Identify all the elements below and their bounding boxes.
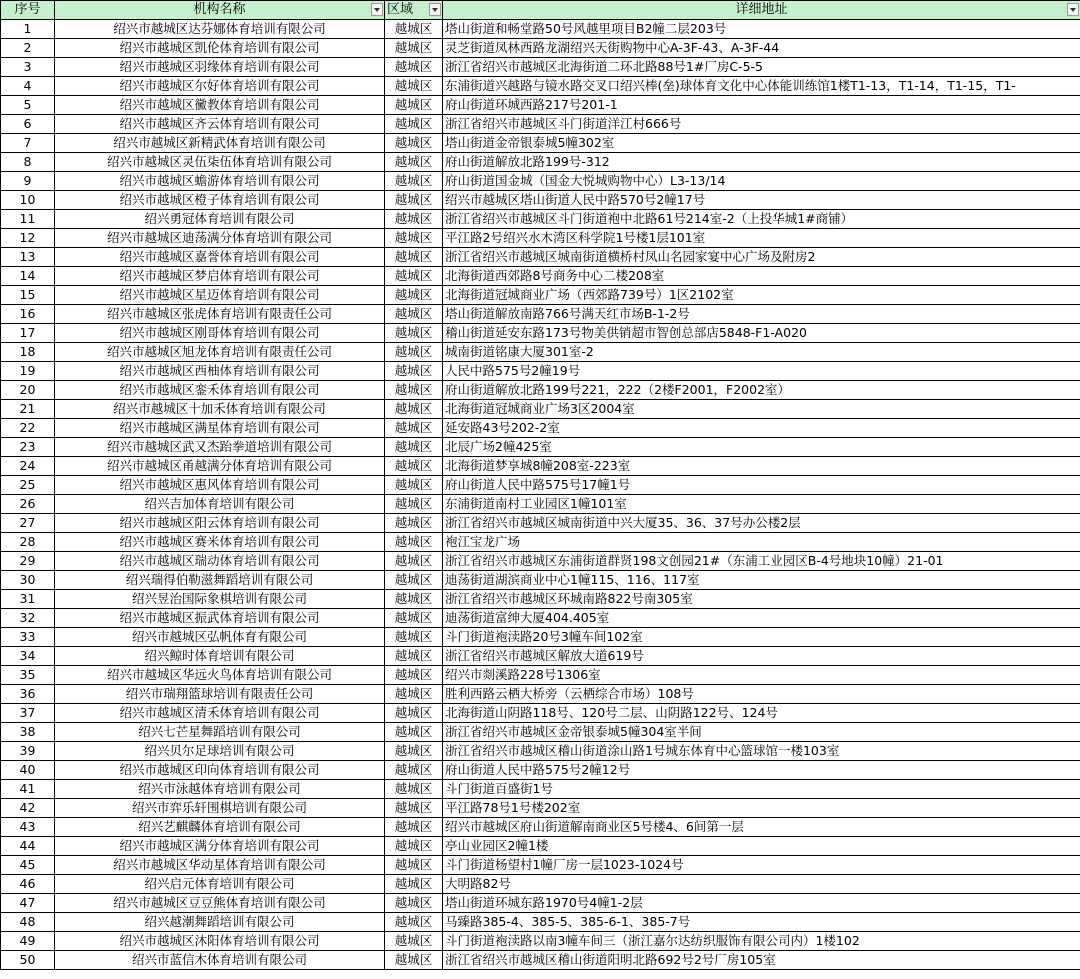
cell-address[interactable]: 人民中路575号2幢19号 <box>443 362 1080 381</box>
cell-area[interactable]: 越城区 <box>385 875 443 894</box>
cell-org-name[interactable]: 绍兴市越城区武又杰跆拳道培训有限公司 <box>55 438 385 457</box>
cell-address[interactable]: 浙江省绍兴市越城区金帝银泰城5幢304室半间 <box>443 723 1080 742</box>
cell-area[interactable]: 越城区 <box>385 780 443 799</box>
table-body <box>1 20 1080 970</box>
cell-org-name[interactable]: 绍兴市越城区振武体育培训有限公司 <box>55 609 385 628</box>
cell-org-name[interactable]: 绍兴勇冠体育培训有限公司 <box>55 210 385 229</box>
cell-org-name[interactable]: 绍兴市越城区豆豆熊体育培训有限公司 <box>55 894 385 913</box>
cell-index[interactable]: 20 <box>1 381 55 400</box>
table-row <box>1 761 1080 780</box>
cell-index[interactable]: 4 <box>1 77 55 96</box>
chevron-down-icon[interactable] <box>429 3 441 16</box>
table-row <box>1 609 1080 628</box>
cell-org-name[interactable]: 绍兴市越城区达芬娜体育培训有限公司 <box>55 20 385 39</box>
cell-area[interactable]: 越城区 <box>385 172 443 191</box>
cell-index[interactable]: 39 <box>1 742 55 761</box>
cell-area[interactable]: 越城区 <box>385 609 443 628</box>
header-label: 序号 <box>14 2 41 17</box>
cell-index[interactable]: 8 <box>1 153 55 172</box>
cell-org-name[interactable]: 绍兴市越城区华远火鸟体育培训有限公司 <box>55 666 385 685</box>
header-row <box>1 1 1080 20</box>
cell-address[interactable]: 斗门街道杨望村1幢厂房一层1023-1024号 <box>443 856 1080 875</box>
cell-area[interactable]: 越城区 <box>385 381 443 400</box>
cell-index[interactable]: 44 <box>1 837 55 856</box>
table-row <box>1 590 1080 609</box>
cell-address[interactable]: 北辰广场2幢425室 <box>443 438 1080 457</box>
table-row <box>1 457 1080 476</box>
cell-org-name[interactable]: 绍兴市越城区羽缘体育培训有限公司 <box>55 58 385 77</box>
table-row <box>1 172 1080 191</box>
cell-address[interactable]: 东浦街道南村工业园区1幢101室 <box>443 495 1080 514</box>
cell-org-name[interactable]: 绍兴市越城区满分体育培训有限公司 <box>55 837 385 856</box>
cell-org-name[interactable]: 绍兴市越城区尔好体育培训有限公司 <box>55 77 385 96</box>
cell-org-name[interactable]: 绍兴市越城区迪荡满分体育培训有限公司 <box>55 229 385 248</box>
cell-index[interactable]: 33 <box>1 628 55 647</box>
cell-org-name[interactable]: 绍兴市越城区梦启体育培训有限公司 <box>55 267 385 286</box>
cell-area[interactable]: 越城区 <box>385 837 443 856</box>
cell-index[interactable]: 5 <box>1 96 55 115</box>
cell-org-name[interactable]: 绍兴市越城区印向体育培训有限公司 <box>55 761 385 780</box>
cell-index[interactable]: 28 <box>1 533 55 552</box>
cell-area[interactable]: 越城区 <box>385 514 443 533</box>
cell-address[interactable]: 大明路82号 <box>443 875 1080 894</box>
cell-address[interactable]: 浙江省绍兴市越城区城南街道横桥村凤山名园家宴中心广场及附房2 <box>443 248 1080 267</box>
cell-area[interactable]: 越城区 <box>385 419 443 438</box>
cell-index[interactable]: 40 <box>1 761 55 780</box>
cell-index[interactable]: 48 <box>1 913 55 932</box>
cell-address[interactable]: 北海街道西郊路8号商务中心二楼208室 <box>443 267 1080 286</box>
table-row <box>1 894 1080 913</box>
cell-index[interactable]: 42 <box>1 799 55 818</box>
cell-org-name[interactable]: 绍兴市越城区星迈体育培训有限公司 <box>55 286 385 305</box>
table-row <box>1 742 1080 761</box>
table-row <box>1 723 1080 742</box>
cell-address[interactable]: 迪荡街道湖滨商业中心1幢115、116、117室 <box>443 571 1080 590</box>
cell-address[interactable]: 斗门街道袍渎路以南3幢车间三（浙江嘉尔达纺织服饰有限公司内）1楼102 <box>443 932 1080 951</box>
table-row <box>1 324 1080 343</box>
cell-address[interactable]: 迪荡街道富绅大厦404.405室 <box>443 609 1080 628</box>
cell-area[interactable]: 越城区 <box>385 913 443 932</box>
table-row <box>1 780 1080 799</box>
cell-index[interactable]: 12 <box>1 229 55 248</box>
table-row <box>1 210 1080 229</box>
cell-address[interactable]: 塔山街道解放南路766号满天红市场B-1-2号 <box>443 305 1080 324</box>
cell-org-name[interactable]: 绍兴市越城区惠风体育培训有限公司 <box>55 476 385 495</box>
cell-address[interactable]: 浙江省绍兴市越城区斗门街道袍中北路61号214室-2（上投华城1#商铺） <box>443 210 1080 229</box>
cell-index[interactable]: 25 <box>1 476 55 495</box>
cell-index[interactable]: 26 <box>1 495 55 514</box>
cell-index[interactable]: 1 <box>1 20 55 39</box>
cell-area[interactable]: 越城区 <box>385 248 443 267</box>
cell-index[interactable]: 16 <box>1 305 55 324</box>
table-row <box>1 229 1080 248</box>
cell-area[interactable]: 越城区 <box>385 495 443 514</box>
table-row <box>1 438 1080 457</box>
cell-index[interactable]: 17 <box>1 324 55 343</box>
cell-index[interactable]: 47 <box>1 894 55 913</box>
cell-org-name[interactable]: 绍兴市蓝信木体育培训有限公司 <box>55 951 385 970</box>
table-row <box>1 571 1080 590</box>
cell-index[interactable]: 29 <box>1 552 55 571</box>
cell-index[interactable]: 30 <box>1 571 55 590</box>
table-row <box>1 362 1080 381</box>
cell-address[interactable]: 府山街道解放北路199号221，222（2楼F2001，F2002室） <box>443 381 1080 400</box>
table-row <box>1 248 1080 267</box>
cell-area[interactable]: 越城区 <box>385 96 443 115</box>
cell-org-name[interactable]: 绍兴鲸时体育培训有限公司 <box>55 647 385 666</box>
table-row <box>1 666 1080 685</box>
header-label: 详细地址 <box>735 2 788 17</box>
cell-address[interactable]: 城南街道铭康大厦301室-2 <box>443 343 1080 362</box>
cell-area[interactable]: 越城区 <box>385 58 443 77</box>
cell-area[interactable]: 越城区 <box>385 571 443 590</box>
table-row <box>1 58 1080 77</box>
cell-org-name[interactable]: 绍兴市泳越体育培训有限公司 <box>55 780 385 799</box>
cell-address[interactable]: 浙江省绍兴市越城区解放大道619号 <box>443 647 1080 666</box>
cell-address[interactable]: 府山街道国金城（国金大悦城购物中心）L3-13/14 <box>443 172 1080 191</box>
cell-org-name[interactable]: 绍兴市越城区张虎体育培训有限责任公司 <box>55 305 385 324</box>
cell-index[interactable]: 10 <box>1 191 55 210</box>
cell-area[interactable]: 越城区 <box>385 856 443 875</box>
cell-area[interactable]: 越城区 <box>385 647 443 666</box>
cell-address[interactable]: 塔山街道和畅堂路50号风越里项目B2幢二层203号 <box>443 20 1080 39</box>
cell-address[interactable]: 塔山街道环城东路1970号4幢1-2层 <box>443 894 1080 913</box>
table-row <box>1 267 1080 286</box>
table-row <box>1 704 1080 723</box>
cell-address[interactable]: 北海街道梦享城8幢208室-223室 <box>443 457 1080 476</box>
cell-index[interactable]: 6 <box>1 115 55 134</box>
cell-address[interactable]: 稽山街道延安东路173号物美供销超市智创总部店5848-F1-A020 <box>443 324 1080 343</box>
cell-org-name[interactable]: 绍兴市越城区齐云体育培训有限公司 <box>55 115 385 134</box>
cell-org-name[interactable]: 绍兴艺麒麟体育培训有限公司 <box>55 818 385 837</box>
cell-area[interactable]: 越城区 <box>385 210 443 229</box>
table-row <box>1 96 1080 115</box>
cell-area[interactable]: 越城区 <box>385 552 443 571</box>
cell-org-name[interactable]: 绍兴吉加体育培训有限公司 <box>55 495 385 514</box>
cell-address[interactable]: 东浦街道兴越路与镜水路交叉口绍兴棒(垒)球体育文化中心体能训练馆1楼T1-13，T1-14，T1-15，T1- <box>443 77 1080 96</box>
cell-address[interactable]: 浙江省绍兴市越城区斗门街道洋江村666号 <box>443 115 1080 134</box>
cell-index[interactable]: 34 <box>1 647 55 666</box>
cell-address[interactable]: 袍江宝龙广场 <box>443 533 1080 552</box>
cell-org-name[interactable]: 绍兴启元体育培训有限公司 <box>55 875 385 894</box>
cell-address[interactable]: 灵芝街道凤林西路龙湖绍兴天街购物中心A-3F-43、A-3F-44 <box>443 39 1080 58</box>
cell-index[interactable]: 43 <box>1 818 55 837</box>
table-row <box>1 305 1080 324</box>
cell-org-name[interactable]: 绍兴市越城区十加禾体育培训有限公司 <box>55 400 385 419</box>
table-row <box>1 476 1080 495</box>
cell-address[interactable]: 浙江省绍兴市越城区城南街道中兴大厦35、36、37号办公楼2层 <box>443 514 1080 533</box>
cell-address[interactable]: 平江路2号绍兴水木湾区科学院1号楼1层101室 <box>443 229 1080 248</box>
cell-index[interactable]: 32 <box>1 609 55 628</box>
table-row <box>1 818 1080 837</box>
cell-org-name[interactable]: 绍兴市越城区西柚体育培训有限公司 <box>55 362 385 381</box>
cell-org-name[interactable]: 绍兴市越城区华动星体育培训有限公司 <box>55 856 385 875</box>
table-row <box>1 799 1080 818</box>
cell-org-name[interactable]: 绍兴市瑞翔篮球培训有限责任公司 <box>55 685 385 704</box>
cell-area[interactable]: 越城区 <box>385 39 443 58</box>
header-label: 机构名称 <box>193 2 246 17</box>
cell-address[interactable]: 北海街道山阴路118号、120号二层、山阴路122号、124号 <box>443 704 1080 723</box>
chevron-down-icon[interactable] <box>371 3 383 16</box>
cell-address[interactable]: 马臻路385-4、385-5、385-6-1、385-7号 <box>443 913 1080 932</box>
table-row <box>1 20 1080 39</box>
table-row <box>1 77 1080 96</box>
cell-index[interactable]: 23 <box>1 438 55 457</box>
table-row <box>1 134 1080 153</box>
cell-org-name[interactable]: 绍兴市越城区凯伦体育培训有限公司 <box>55 39 385 58</box>
cell-area[interactable]: 越城区 <box>385 191 443 210</box>
cell-index[interactable]: 36 <box>1 685 55 704</box>
cell-area[interactable]: 越城区 <box>385 704 443 723</box>
cell-address[interactable]: 斗门街道百盛街1号 <box>443 780 1080 799</box>
table-row <box>1 913 1080 932</box>
cell-address[interactable]: 浙江省绍兴市越城区北海街道二环北路88号1#厂房C-5-5 <box>443 58 1080 77</box>
cell-address[interactable]: 浙江省绍兴市越城区稽山街道涂山路1号城东体育中心篮球馆一楼103室 <box>443 742 1080 761</box>
cell-area[interactable]: 越城区 <box>385 590 443 609</box>
table-row <box>1 381 1080 400</box>
table-row <box>1 115 1080 134</box>
cell-area[interactable]: 越城区 <box>385 761 443 780</box>
cell-address[interactable]: 北海街道冠城商业广场3区2004室 <box>443 400 1080 419</box>
cell-area[interactable]: 越城区 <box>385 324 443 343</box>
cell-address[interactable]: 浙江省绍兴市越城区东浦街道群贤198文创园21#（东浦工业园区B-4号地块10幢）21-01 <box>443 552 1080 571</box>
header-cell-name <box>55 1 385 20</box>
cell-org-name[interactable]: 绍兴市越城区橙子体育培训有限公司 <box>55 191 385 210</box>
cell-address[interactable]: 北海街道冠城商业广场（西郊路739号）1区2102室 <box>443 286 1080 305</box>
cell-index[interactable]: 27 <box>1 514 55 533</box>
cell-org-name[interactable]: 绍兴市越城区甬越满分体育培训有限公司 <box>55 457 385 476</box>
cell-org-name[interactable]: 绍兴市越城区新精武体育培训有限公司 <box>55 134 385 153</box>
table-row <box>1 343 1080 362</box>
table-row <box>1 400 1080 419</box>
cell-index[interactable]: 35 <box>1 666 55 685</box>
cell-area[interactable]: 越城区 <box>385 951 443 970</box>
cell-area[interactable]: 越城区 <box>385 628 443 647</box>
cell-area[interactable]: 越城区 <box>385 685 443 704</box>
table-row <box>1 533 1080 552</box>
cell-org-name[interactable]: 绍兴市越城区弘帆体育有限公司 <box>55 628 385 647</box>
cell-index[interactable]: 18 <box>1 343 55 362</box>
cell-org-name[interactable]: 绍兴七芒星舞蹈培训有限公司 <box>55 723 385 742</box>
cell-area[interactable]: 越城区 <box>385 77 443 96</box>
cell-address[interactable]: 府山街道人民中路575号2幢12号 <box>443 761 1080 780</box>
cell-area[interactable]: 越城区 <box>385 742 443 761</box>
cell-area[interactable]: 越城区 <box>385 286 443 305</box>
cell-org-name[interactable]: 绍兴市越城区沐阳体育培训有限公司 <box>55 932 385 951</box>
cell-area[interactable]: 越城区 <box>385 134 443 153</box>
cell-area[interactable]: 越城区 <box>385 818 443 837</box>
cell-area[interactable]: 越城区 <box>385 115 443 134</box>
cell-index[interactable]: 14 <box>1 267 55 286</box>
table-row <box>1 856 1080 875</box>
cell-area[interactable]: 越城区 <box>385 362 443 381</box>
cell-area[interactable]: 越城区 <box>385 723 443 742</box>
cell-org-name[interactable]: 绍兴市越城区黴教体育培训有限公司 <box>55 96 385 115</box>
cell-org-name[interactable]: 绍兴市弈乐轩围棋培训有限公司 <box>55 799 385 818</box>
cell-index[interactable]: 19 <box>1 362 55 381</box>
cell-area[interactable]: 越城区 <box>385 666 443 685</box>
cell-address[interactable]: 塔山街道金帝银泰城5幢302室 <box>443 134 1080 153</box>
cell-area[interactable]: 越城区 <box>385 476 443 495</box>
cell-area[interactable]: 越城区 <box>385 400 443 419</box>
cell-org-name[interactable]: 绍兴市越城区蟾游体育培训有限公司 <box>55 172 385 191</box>
table-row <box>1 191 1080 210</box>
cell-area[interactable]: 越城区 <box>385 229 443 248</box>
cell-index[interactable]: 7 <box>1 134 55 153</box>
cell-index[interactable]: 2 <box>1 39 55 58</box>
cell-index[interactable]: 3 <box>1 58 55 77</box>
cell-index[interactable]: 46 <box>1 875 55 894</box>
cell-address[interactable]: 绍兴市越城区塔山街道人民中路570号2幢17号 <box>443 191 1080 210</box>
cell-org-name[interactable]: 绍兴市越城区嘉誉体育培训有限公司 <box>55 248 385 267</box>
table-row <box>1 932 1080 951</box>
cell-index[interactable]: 37 <box>1 704 55 723</box>
cell-area[interactable]: 越城区 <box>385 533 443 552</box>
table-row <box>1 153 1080 172</box>
cell-address[interactable]: 府山街道人民中路575号17幢1号 <box>443 476 1080 495</box>
table-row <box>1 286 1080 305</box>
cell-area[interactable]: 越城区 <box>385 343 443 362</box>
cell-address[interactable]: 斗门街道袍渎路20号3幢车间102室 <box>443 628 1080 647</box>
cell-index[interactable]: 24 <box>1 457 55 476</box>
cell-index[interactable]: 38 <box>1 723 55 742</box>
cell-org-name[interactable]: 绍兴昱治国际象棋培训有限公司 <box>55 590 385 609</box>
header-label: 区域 <box>387 2 414 17</box>
cell-address[interactable]: 平江路78号1号楼202室 <box>443 799 1080 818</box>
cell-org-name[interactable]: 绍兴越潮舞蹈培训有限公司 <box>55 913 385 932</box>
cell-area[interactable]: 越城区 <box>385 438 443 457</box>
cell-org-name[interactable]: 绍兴市越城区赛米体育培训有限公司 <box>55 533 385 552</box>
cell-org-name[interactable]: 绍兴市越城区銮禾体育培训有限公司 <box>55 381 385 400</box>
table-row <box>1 837 1080 856</box>
table-row <box>1 39 1080 58</box>
table-row <box>1 647 1080 666</box>
cell-index[interactable]: 45 <box>1 856 55 875</box>
header-cell-address <box>443 1 1080 20</box>
cell-address[interactable]: 绍兴市越城区府山街道解南商业区5号楼4、6间第一层 <box>443 818 1080 837</box>
cell-org-name[interactable]: 绍兴贝尔足球培训有限公司 <box>55 742 385 761</box>
cell-index[interactable]: 49 <box>1 932 55 951</box>
table-row <box>1 628 1080 647</box>
cell-org-name[interactable]: 绍兴市越城区灵伍柒伍体育培训有限公司 <box>55 153 385 172</box>
cell-area[interactable]: 越城区 <box>385 267 443 286</box>
cell-index[interactable]: 15 <box>1 286 55 305</box>
table-row <box>1 495 1080 514</box>
cell-org-name[interactable]: 绍兴市越城区清禾体育培训有限公司 <box>55 704 385 723</box>
cell-area[interactable]: 越城区 <box>385 153 443 172</box>
cell-index[interactable]: 50 <box>1 951 55 970</box>
cell-index[interactable]: 9 <box>1 172 55 191</box>
cell-address[interactable]: 绍兴市剡溪路228号1306室 <box>443 666 1080 685</box>
cell-address[interactable]: 胜利西路云栖大桥旁（云栖综合市场）108号 <box>443 685 1080 704</box>
cell-address[interactable]: 府山街道解放北路199号-312 <box>443 153 1080 172</box>
cell-index[interactable]: 13 <box>1 248 55 267</box>
cell-area[interactable]: 越城区 <box>385 799 443 818</box>
cell-index[interactable]: 11 <box>1 210 55 229</box>
table-row <box>1 552 1080 571</box>
cell-area[interactable]: 越城区 <box>385 305 443 324</box>
cell-index[interactable]: 31 <box>1 590 55 609</box>
cell-area[interactable]: 越城区 <box>385 894 443 913</box>
table-row <box>1 875 1080 894</box>
chevron-down-icon[interactable] <box>1067 3 1079 16</box>
table-row <box>1 514 1080 533</box>
cell-index[interactable]: 41 <box>1 780 55 799</box>
cell-index[interactable]: 21 <box>1 400 55 419</box>
table-row <box>1 685 1080 704</box>
table-row <box>1 951 1080 970</box>
cell-org-name[interactable]: 绍兴瑞得伯勒滋舞蹈培训有限公司 <box>55 571 385 590</box>
cell-area[interactable]: 越城区 <box>385 932 443 951</box>
table-row <box>1 419 1080 438</box>
cell-address[interactable]: 亭山业园区2幢1楼 <box>443 837 1080 856</box>
header-cell-index <box>1 1 55 20</box>
cell-org-name[interactable]: 绍兴市越城区瑞动体育培训有限公司 <box>55 552 385 571</box>
cell-org-name[interactable]: 绍兴市越城区满星体育培训有限公司 <box>55 419 385 438</box>
cell-area[interactable]: 越城区 <box>385 20 443 39</box>
cell-address[interactable]: 浙江省绍兴市越城区环城南路822号南305室 <box>443 590 1080 609</box>
cell-area[interactable]: 越城区 <box>385 457 443 476</box>
cell-address[interactable]: 府山街道环城西路217号201-1 <box>443 96 1080 115</box>
cell-index[interactable]: 22 <box>1 419 55 438</box>
cell-org-name[interactable]: 绍兴市越城区阳云体育培训有限公司 <box>55 514 385 533</box>
cell-address[interactable]: 延安路43号202-2室 <box>443 419 1080 438</box>
cell-org-name[interactable]: 绍兴市越城区刚哥体育培训有限公司 <box>55 324 385 343</box>
cell-org-name[interactable]: 绍兴市越城区旭龙体育培训有限责任公司 <box>55 343 385 362</box>
cell-address[interactable]: 浙江省绍兴市越城区稽山街道阳明北路692号2号厂房105室 <box>443 951 1080 970</box>
header-cell-area <box>385 1 443 20</box>
